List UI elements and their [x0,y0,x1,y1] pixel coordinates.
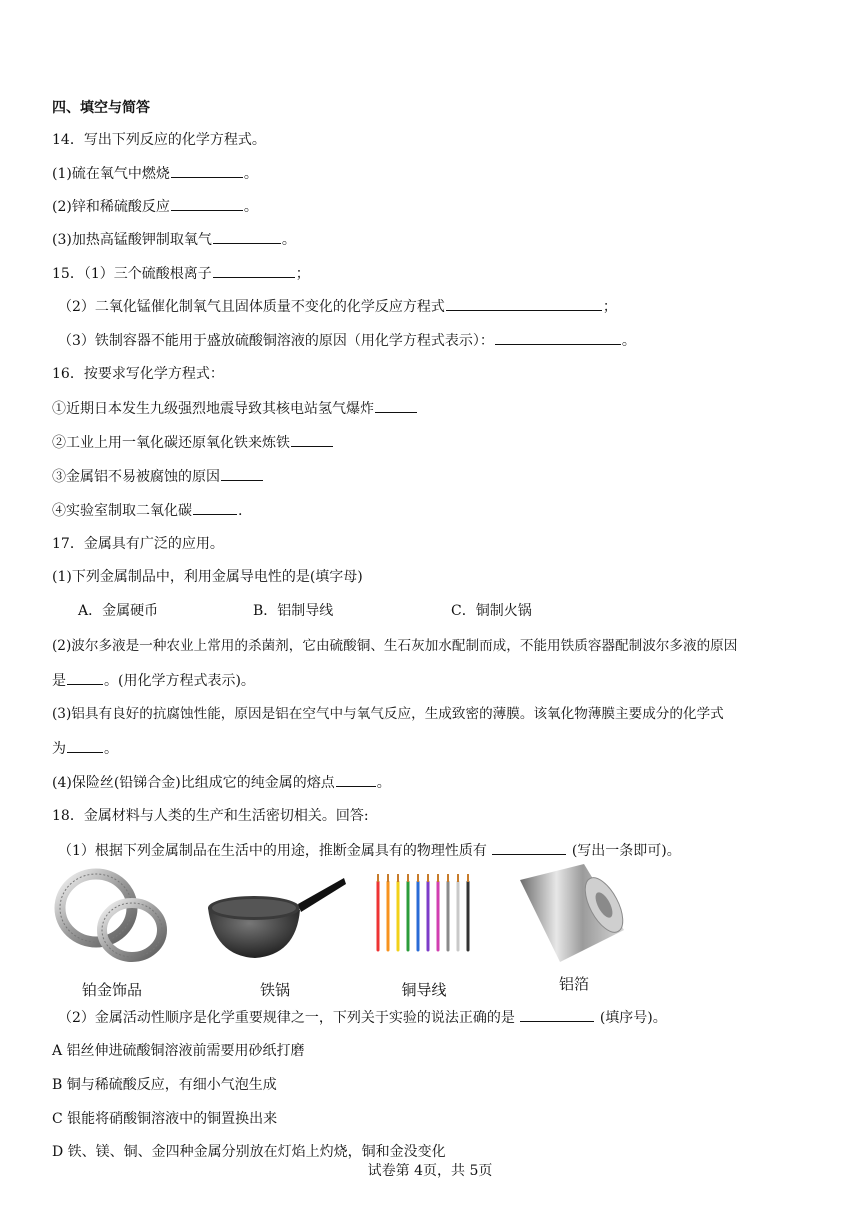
q15-part3 [58,330,820,351]
q15-part2-end: ； [602,299,617,315]
q17-part3-line2 [52,738,820,759]
q14-part2 [52,196,820,217]
q15-part1-end: ； [295,266,310,282]
q14-part2-text: (2)锌和稀硫酸反应 [52,199,170,215]
q14-part3-end: 。 [281,232,296,248]
figure-wok [200,860,350,1000]
rings-icon [52,860,172,970]
q16-part1 [52,398,820,419]
q18-option-a: A 铝丝伸进硫酸铜溶液前需要用砂纸打磨 [52,1043,305,1059]
q18-option-d: D 铁、镁、铜、金四种金属分别放在灯焰上灼烧，铜和金没变化 [52,1144,446,1160]
q17-part2-prefix: 是 [52,673,66,689]
q16-part1-text: ①近期日本发生九级强烈地震导致其核电站氢气爆炸 [52,401,374,417]
q18-part1-end: (写出一条即可)。 [571,843,681,859]
q18-option-b: B 铜与稀硫酸反应，有细小气泡生成 [52,1077,277,1093]
foil-roll-icon [514,860,634,970]
q15-part1 [52,263,820,284]
q16-part2-text: ②工业上用一氧化碳还原氧化铁来炼铁 [52,435,290,451]
q16-part4 [52,500,820,521]
answer-blank [213,263,295,278]
figure-foil [514,860,634,1000]
q17-part3-line1: (3)铝具有良好的抗腐蚀性能，原因是铝在空气中与氧气反应，生成致密的薄膜。该氧化物薄膜主要成分的化学式 [52,706,724,722]
q14-part3 [52,229,820,250]
q15-part3-end: 。 [621,333,636,349]
q17-part1: (1)下列金属制品中，利用金属导电性的是(填字母) [52,569,363,585]
answer-blank [171,196,243,211]
metal-products-figure [52,860,692,1000]
q18-part2-end: (填序号)。 [599,1010,667,1026]
q16-part2 [52,432,820,453]
answer-blank [336,772,376,787]
q17-part3-end: 。 [104,741,118,757]
q17-part2-end: 。(用化学方程式表示)。 [104,673,255,689]
section-title: 四、填空与简答 [52,100,150,116]
answer-blank [495,330,621,345]
q18-part1 [58,840,820,861]
q17-option-a: A．金属硬币 [78,603,159,619]
answer-blank [375,398,417,413]
q17-stem: 17．金属具有广泛的应用。 [52,536,224,552]
answer-blank [193,500,237,515]
answer-blank [291,432,333,447]
q18-part1-text: （1）根据下列金属制品在生活中的用途，推断金属具有的物理性质有 [58,843,487,859]
q14-part2-end: 。 [243,199,258,215]
wires-icon [364,860,484,970]
q15-part1-text: 15．（1）三个硫酸根离子 [52,266,212,282]
page-footer: 试卷第 4页，共 5页 [367,1163,493,1179]
answer-blank [67,670,103,685]
q17-part2-line2 [52,670,820,691]
figure-wires [364,860,484,1000]
q18-part2 [58,1007,820,1028]
q16-stem: 16．按要求写化学方程式： [52,366,224,382]
q18-option-c: C 银能将硝酸铜溶液中的铜置换出来 [52,1111,278,1127]
answer-blank [67,738,103,753]
figure-caption: 铝箔 [558,975,589,993]
q17-options [78,601,820,621]
q14-stem: 14．写出下列反应的化学方程式。 [52,132,266,148]
q17-part4-end: 。 [376,775,391,791]
q16-part4-end: . [238,503,243,519]
q17-option-b: B．铝制导线 [253,603,334,619]
q16-part4-text: ④实验室制取二氧化碳 [52,503,192,519]
figure-caption: 铜导线 [401,981,447,999]
q17-part4 [52,772,820,793]
answer-blank [492,840,566,855]
figure-rings [52,860,172,1000]
answer-blank [446,296,602,311]
q18-part2-text: （2）金属活动性顺序是化学重要规律之一，下列关于实验的说法正确的是 [58,1010,515,1026]
q15-part2 [58,296,820,317]
q14-part1-end: 。 [243,166,258,182]
q15-part3-text: （3）铁制容器不能用于盛放硫酸铜溶液的原因（用化学方程式表示）： [58,333,494,349]
answer-blank [520,1007,594,1022]
figure-caption: 铂金饰品 [81,981,142,999]
q15-part2-text: （2）二氧化锰催化制氧气且固体质量不变化的化学反应方程式 [58,299,445,315]
q14-part1-text: (1)硫在氧气中燃烧 [52,166,170,182]
q16-part3 [52,466,820,487]
q17-part2-line1: (2)波尔多液是一种农业上常用的杀菌剂，它由硫酸铜、生石灰加水配制而成，不能用铁质容器配制波尔多液的原因 [52,638,738,654]
q14-part3-text: (3)加热高锰酸钾制取氧气 [52,232,212,248]
answer-blank [221,466,263,481]
q17-option-c: C．铜制火锅 [451,603,532,619]
answer-blank [171,163,243,178]
q16-part3-text: ③金属铝不易被腐蚀的原因 [52,469,220,485]
wok-icon [200,860,350,970]
q18-stem: 18．金属材料与人类的生产和生活密切相关。回答: [52,808,369,824]
q17-part3-prefix: 为 [52,741,66,757]
answer-blank [213,229,281,244]
figure-caption: 铁锅 [259,981,290,999]
q14-part1 [52,163,820,184]
q17-part4-text: (4)保险丝(铅锑合金)比组成它的纯金属的熔点 [52,775,335,791]
